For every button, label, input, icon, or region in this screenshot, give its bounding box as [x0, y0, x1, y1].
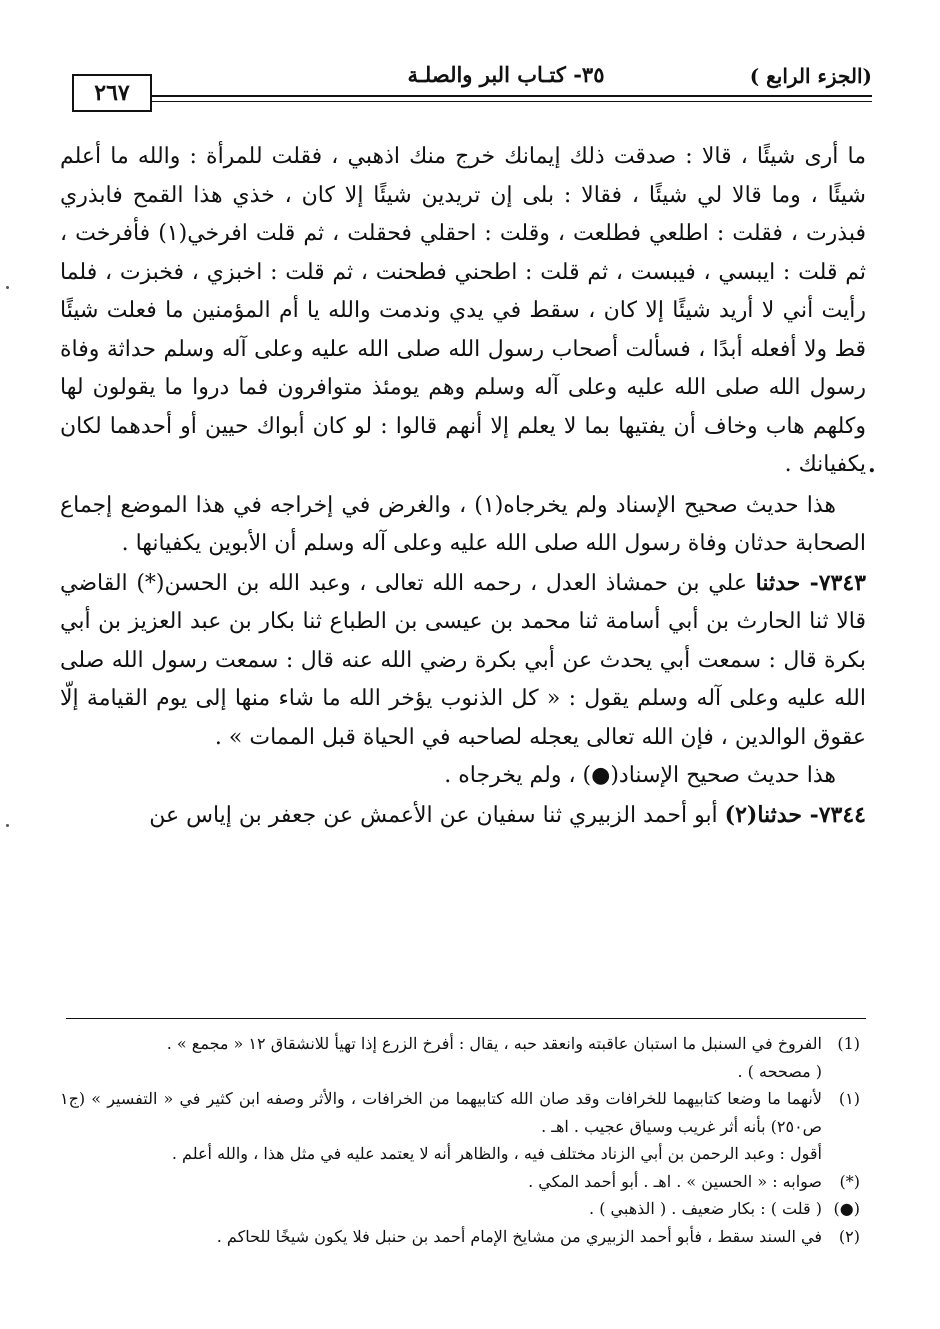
hadith-7344-text: أبو أحمد الزبيري ثنا سفيان عن الأعمش عن جعفر بن إياس عن [149, 802, 725, 828]
footnote-item [60, 1195, 860, 1223]
header-rule-thin [150, 101, 872, 102]
header-rule-thick [150, 95, 872, 97]
hadith-number-7343: ٧٣٤٣- حدثنا [755, 569, 866, 596]
footnote-text: في السند سقط ، فأبو أحمد الزبيري من مشايخ الإمام أحمد بن حنبل فلا يكون شيخًا للحاكم . [216, 1226, 822, 1246]
footnote-text: الفروخ في السنبل ما استبان عاقبته وانعقد حبه ، يقال : أفرخ الزرع إذا تهيأ للانشقاق ١٢ « مجمع » . [166, 1034, 822, 1053]
footnote-marker: (1) [837, 1034, 860, 1053]
margin-dot: . [868, 452, 876, 478]
paragraph-grading-2: هذا حديث صحيح الإسناد(●) ، ولم يخرجاه . [444, 763, 836, 788]
page-number: ٢٦٧ [94, 80, 130, 106]
page-header [66, 58, 872, 118]
hadith-number-7344: ٧٣٤٤- حدثنا(٢) [724, 801, 866, 828]
footnote-marker: (٢) [838, 1226, 860, 1246]
hadith-7343-text: علي بن حمشاذ العدل ، رحمه الله تعالى ، وعبد الله بن الحسن(*) القاضي قالا ثنا الحارث بن أبي أسامة ثنا محمد بن عيسى بن الطباع ثنا بكار بن عبد العزيز بن أبي بكرة قال : سمعت أبي يحدث عن أبي بكرة رضي الله عنه قال : سمعت رسول الله صلى الله عليه وعلى آله وسلم يقول : « كل الذنوب يؤخر الله ما شاء منها إلى يوم القيامة إلّا عقوق الوالدين ، فإن الله تعالى يعجله لصاحبه في الحياة قبل الممات » . [60, 570, 866, 750]
footnote-marker: (١) [838, 1089, 860, 1108]
volume-label: (الجزء الرابع ) [749, 64, 872, 88]
scan-speck [6, 286, 9, 289]
footnote-text: صوابه : « الحسين » . اهـ . أبو أحمد المكي . [528, 1171, 822, 1191]
footnote-text: لأنهما ما وضعا كتابيهما للخرافات وقد صان الله كتابيهما من الخرافات ، والأثر وصفه ابن كثير في « التفسير » (ج١ ص٢٥٠) بأنه أثر غريب وسياق عجيب . اهـ . [60, 1089, 823, 1136]
paragraph-story: ما أرى شيئًا ، قالا : صدقت ذلك إيمانك خرج منك اذهبي ، فقلت للمرأة : والله ما أعلم شيئًا ، وما قالا لي شيئًا ، فقالا : بلى إن تريدين شيئًا إلا كان ، خذي هذا القمح فابذري فبذرت ، فقلت : اطلعي فطلعت ، وقلت : احقلي فحقلت ، ثم قلت افرخي(١) فأفرخت ، ثم قلت : ايبسي ، فيبست ، ثم قلت : اطحني فطحنت ، ثم قلت : اخبزي ، فخبزت ، فلما رأيت أني لا أريد شيئًا إلا كان ، سقط في يدي وندمت والله يا أم المؤمنين ما فعلت شيئًا قط ولا أفعله أبدًا ، فسألت أصحاب رسول الله صلى الله عليه وعلى آله وسلم حداثة وفاة رسول الله صلى الله عليه وعلى آله وسلم وهم يومئذ متوافرون فما دروا ما يقولون لها وكلهم هاب وخاف أن يفتيها بما لا يعلم إلا أنهم قالوا : لو كان أبواك حيين أو أحدهما لكان يكفيانك . [60, 144, 866, 477]
footnote-marker: (●) [833, 1199, 860, 1218]
scan-speck [6, 824, 9, 827]
paragraph-grading-1: هذا حديث صحيح الإسناد ولم يخرجاه(١) ، والغرض في إخراجه في هذا الموضع إجماع الصحابة حدثان وفاة رسول الله صلى الله عليه وعلى آله وسلم أن الأبوين يكفيانها . [60, 492, 866, 556]
footnote-continuation: ( مصححه ) . [737, 1061, 822, 1081]
main-text [60, 138, 866, 835]
footnote-note: أقول : وعبد الرحمن بن أبي الزناد مختلف فيه ، والظاهر أنه لا يعتمد عليه في مثل هذا ، والله أعلم . [171, 1144, 822, 1163]
footnote-separator [66, 1018, 866, 1019]
footnote-item [60, 1030, 860, 1058]
footnote-item [60, 1168, 860, 1196]
page-number-box [72, 74, 152, 112]
chapter-title: ٣٥- كتـاب البر والصلـة [407, 62, 605, 87]
hadith-7344 [60, 796, 866, 836]
footnote-marker: (*) [839, 1171, 860, 1191]
footnote-text: ( قلت ) : بكار ضعيف . ( الذهبي ) . [589, 1199, 822, 1218]
footnote-item [60, 1085, 860, 1140]
footnotes [60, 1030, 860, 1250]
hadith-7343 [60, 564, 866, 758]
footnote-item [60, 1223, 860, 1251]
